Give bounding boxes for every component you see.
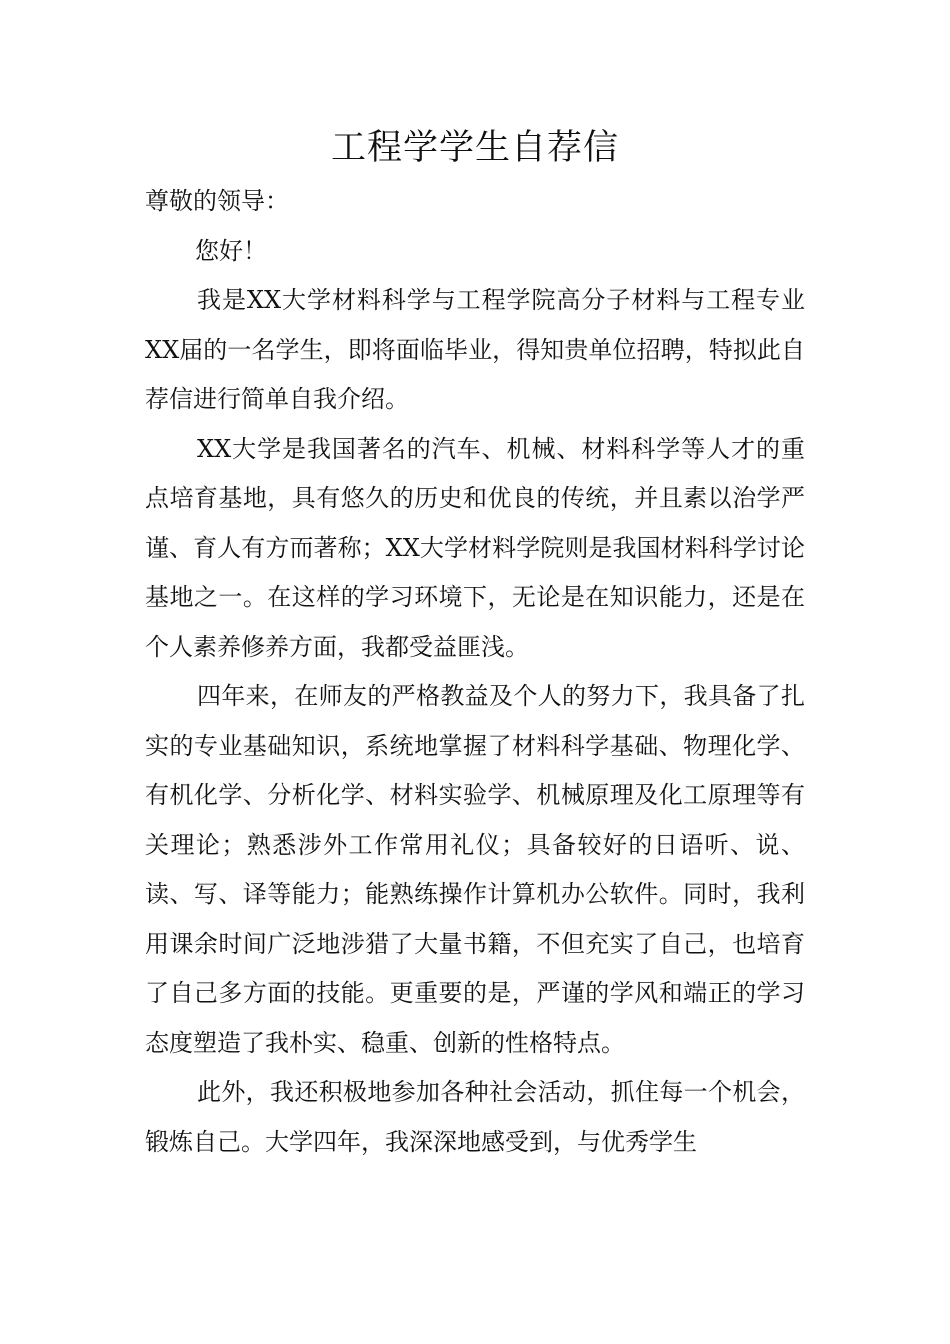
greeting: 您好！ [195,236,267,265]
paragraph-intro: 我是XX大学材料科学与工程学院高分子材料与工程专业XX届的一名学生，即将面临毕业，得知贵单位招聘，特拟此自荐信进行简单自我介绍。 [145,286,805,413]
paragraph-skills: 四年来，在师友的严格教益及个人的努力下，我具备了扎实的专业基础知识，系统地掌握了材料科学基础、物理化学、有机化学、分析化学、材料实验学、机械原理及化工原理等有关理论；熟悉涉外工作常用礼仪；具备较好的日语听、说、读、写、译等能力；能熟练操作计算机办公软件。同时，我利用课余时间广泛地涉猎了大量书籍，不但充实了自己，也培育了自己多方面的技能。更重要的是，严谨的学风和端正的学习态度塑造了我朴实、稳重、创新的性格特点。 [145,682,805,1057]
letter-body [145,177,805,1167]
paragraph-activities: 此外，我还积极地参加各种社会活动，抓住每一个机会，锻炼自己。大学四年，我深深地感受到，与优秀学生 [145,1078,805,1156]
salutation: 尊敬的领导： [145,187,289,215]
paragraph-university: XX大学是我国著名的汽车、机械、材料科学等人才的重点培育基地，具有悠久的历史和优良的传统，并且素以治学严谨、育人有方而著称；XX大学材料学院则是我国材料科学讨论基地之一。在这样的学习环境下，无论是在知识能力，还是在个人素养修养方面，我都受益匪浅。 [145,434,805,661]
document-title: 工程学学生自荐信 [330,128,619,168]
